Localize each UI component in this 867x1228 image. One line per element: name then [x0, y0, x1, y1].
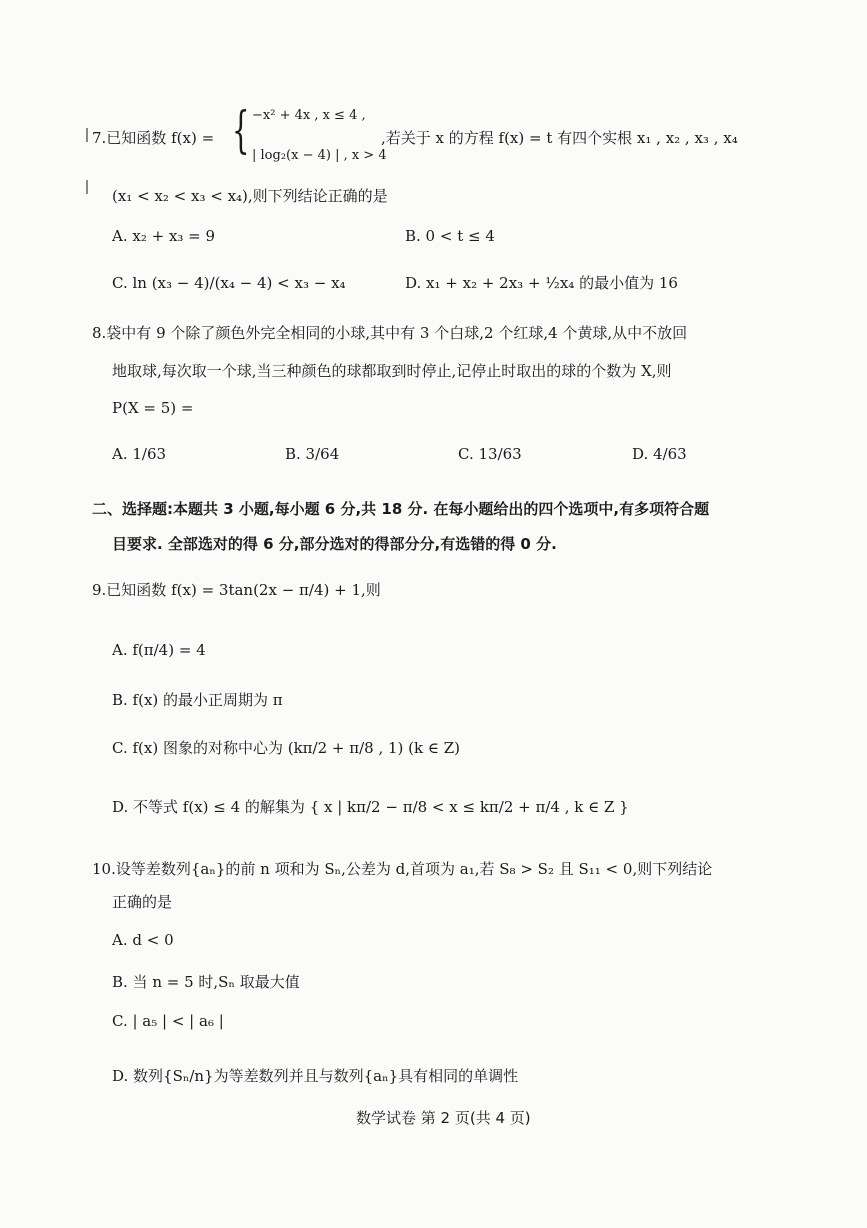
margin-mark — [86, 180, 88, 194]
q10-option-d: D. 数列{Sₙ/n}为等差数列并且与数列{aₙ}具有相同的单调性 — [112, 1067, 519, 1085]
q9-option-b: B. f(x) 的最小正周期为 π — [112, 691, 283, 709]
q7-piece2: | log₂(x − 4) | , x > 4 — [252, 148, 387, 163]
q8-option-d: D. 4/63 — [632, 445, 687, 463]
section2-line1: 二、选择题:本题共 3 小题,每小题 6 分,共 18 分. 在每小题给出的四个选项中,有多项符合题 — [92, 500, 710, 518]
section2-line2: 目要求. 全部选对的得 6 分,部分选对的得部分分,有选错的得 0 分. — [112, 535, 557, 553]
q9-option-c: C. f(x) 图象的对称中心为 (kπ/2 + π/8 , 1) (k ∈ Z) — [112, 739, 461, 757]
q8-option-b: B. 3/64 — [285, 445, 340, 463]
q9-stem: 9.已知函数 f(x) = 3tan(2x − π/4) + 1,则 — [92, 581, 381, 599]
q7-stem-suffix: ,若关于 x 的方程 f(x) = t 有四个实根 x₁ , x₂ , x₃ , x₄ — [381, 129, 738, 147]
q7-stem-prefix: 7.已知函数 f(x) = — [92, 129, 215, 147]
q8-line3: P(X = 5) = — [112, 399, 194, 417]
q10-option-a: A. d < 0 — [112, 931, 174, 949]
q10-line1: 10.设等差数列{aₙ}的前 n 项和为 Sₙ,公差为 d,首项为 a₁,若 S₈ > S₂ 且 S₁₁ < 0,则下列结论 — [92, 860, 713, 878]
q9-option-d: D. 不等式 f(x) ≤ 4 的解集为 { x | kπ/2 − π/8 < x ≤ kπ/2 + π/4 , k ∈ Z } — [112, 798, 629, 816]
q10-option-c: C. | a₅ | < | a₆ | — [112, 1012, 224, 1030]
q8-line1: 8.袋中有 9 个除了颜色外完全相同的小球,其中有 3 个白球,2 个红球,4 个黄球,从中不放回 — [92, 324, 688, 342]
piecewise-brace: { — [232, 101, 250, 159]
q7-line2: (x₁ < x₂ < x₃ < x₄),则下列结论正确的是 — [112, 187, 388, 205]
margin-mark — [86, 128, 88, 142]
page-footer: 数学试卷 第 2 页(共 4 页) — [356, 1109, 531, 1127]
q7-option-c: C. ln (x₃ − 4)/(x₄ − 4) < x₃ − x₄ — [112, 274, 346, 292]
q7-piece1: −x² + 4x , x ≤ 4 , — [252, 108, 366, 123]
q7-option-b: B. 0 < t ≤ 4 — [405, 227, 495, 245]
q8-option-c: C. 13/63 — [458, 445, 522, 463]
q8-option-a: A. 1/63 — [112, 445, 167, 463]
q7-option-a: A. x₂ + x₃ = 9 — [112, 227, 216, 245]
q10-option-b: B. 当 n = 5 时,Sₙ 取最大值 — [112, 973, 300, 991]
q9-option-a: A. f(π/4) = 4 — [112, 641, 206, 659]
q7-option-d: D. x₁ + x₂ + 2x₃ + ½x₄ 的最小值为 16 — [405, 274, 678, 292]
q10-line2: 正确的是 — [112, 893, 173, 911]
q8-line2: 地取球,每次取一个球,当三种颜色的球都取到时停止,记停止时取出的球的个数为 X,则 — [112, 362, 672, 380]
